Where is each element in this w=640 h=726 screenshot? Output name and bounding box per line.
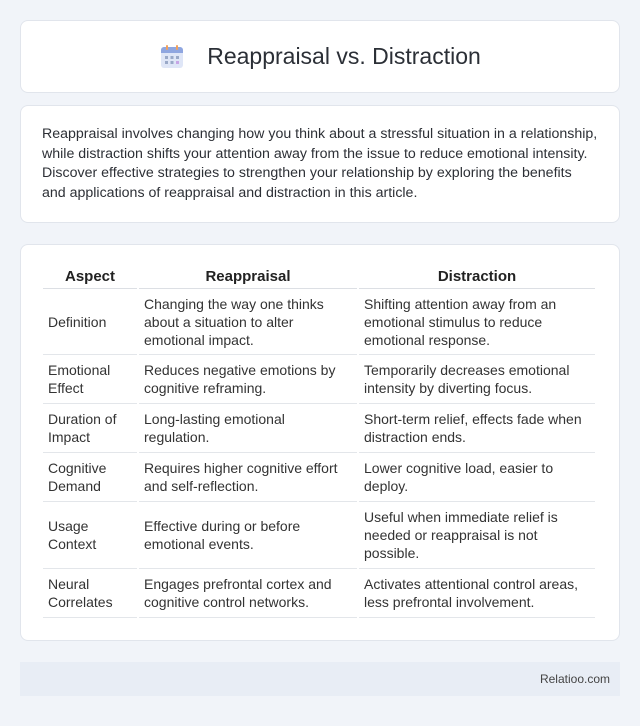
header-reappraisal: Reappraisal [139,265,357,289]
table-row [43,404,595,453]
cell-reappraisal: Reduces negative emotions by cognitive reframing. [139,355,357,404]
table-row [43,355,595,404]
table-row [43,453,595,502]
cell-reappraisal: Engages prefrontal cortex and cognitive control networks. [139,569,357,618]
cell-aspect: Cognitive Demand [43,453,137,502]
cell-aspect: Usage Context [43,502,137,569]
cell-distraction: Short-term relief, effects fade when distraction ends. [359,404,595,453]
intro-card [20,105,620,223]
cell-distraction: Shifting attention away from an emotional stimulus to reduce emotional response. [359,289,595,355]
cell-distraction: Temporarily decreases emotional intensity by diverting focus. [359,355,595,404]
calendar-icon [159,44,185,70]
title-card [20,20,620,93]
cell-distraction: Activates attentional control areas, less prefrontal involvement. [359,569,595,618]
table-row [43,502,595,569]
comparison-card [20,244,620,641]
cell-aspect: Emotional Effect [43,355,137,404]
cell-aspect: Neural Correlates [43,569,137,618]
header-distraction: Distraction [359,265,595,289]
cell-reappraisal: Long-lasting emotional regulation. [139,404,357,453]
cell-distraction: Useful when immediate relief is needed or reappraisal is not possible. [359,502,595,569]
cell-reappraisal: Effective during or before emotional events. [139,502,357,569]
cell-aspect: Duration of Impact [43,404,137,453]
table-row [43,289,595,355]
table-header-row [43,265,595,289]
cell-reappraisal: Requires higher cognitive effort and self-reflection. [139,453,357,502]
page-title: Reappraisal vs. Distraction [207,43,481,69]
comparison-table [41,265,597,618]
cell-reappraisal: Changing the way one thinks about a situation to alter emotional impact. [139,289,357,355]
footer [20,662,620,696]
footer-brand[interactable]: Relatioo.com [539,672,610,686]
intro-text: Reappraisal involves changing how you think about a stressful situation in a relationship, while distraction shifts your attention away from the issue to reduce emotional intensity. Discover effective strategies to strengthen your relationship by exploring the benefits and applications of reappraisal and distraction in this article. [42,126,598,201]
header-aspect: Aspect [43,265,137,289]
cell-distraction: Lower cognitive load, easier to deploy. [359,453,595,502]
cell-aspect: Definition [43,289,137,355]
table-row [43,569,595,618]
